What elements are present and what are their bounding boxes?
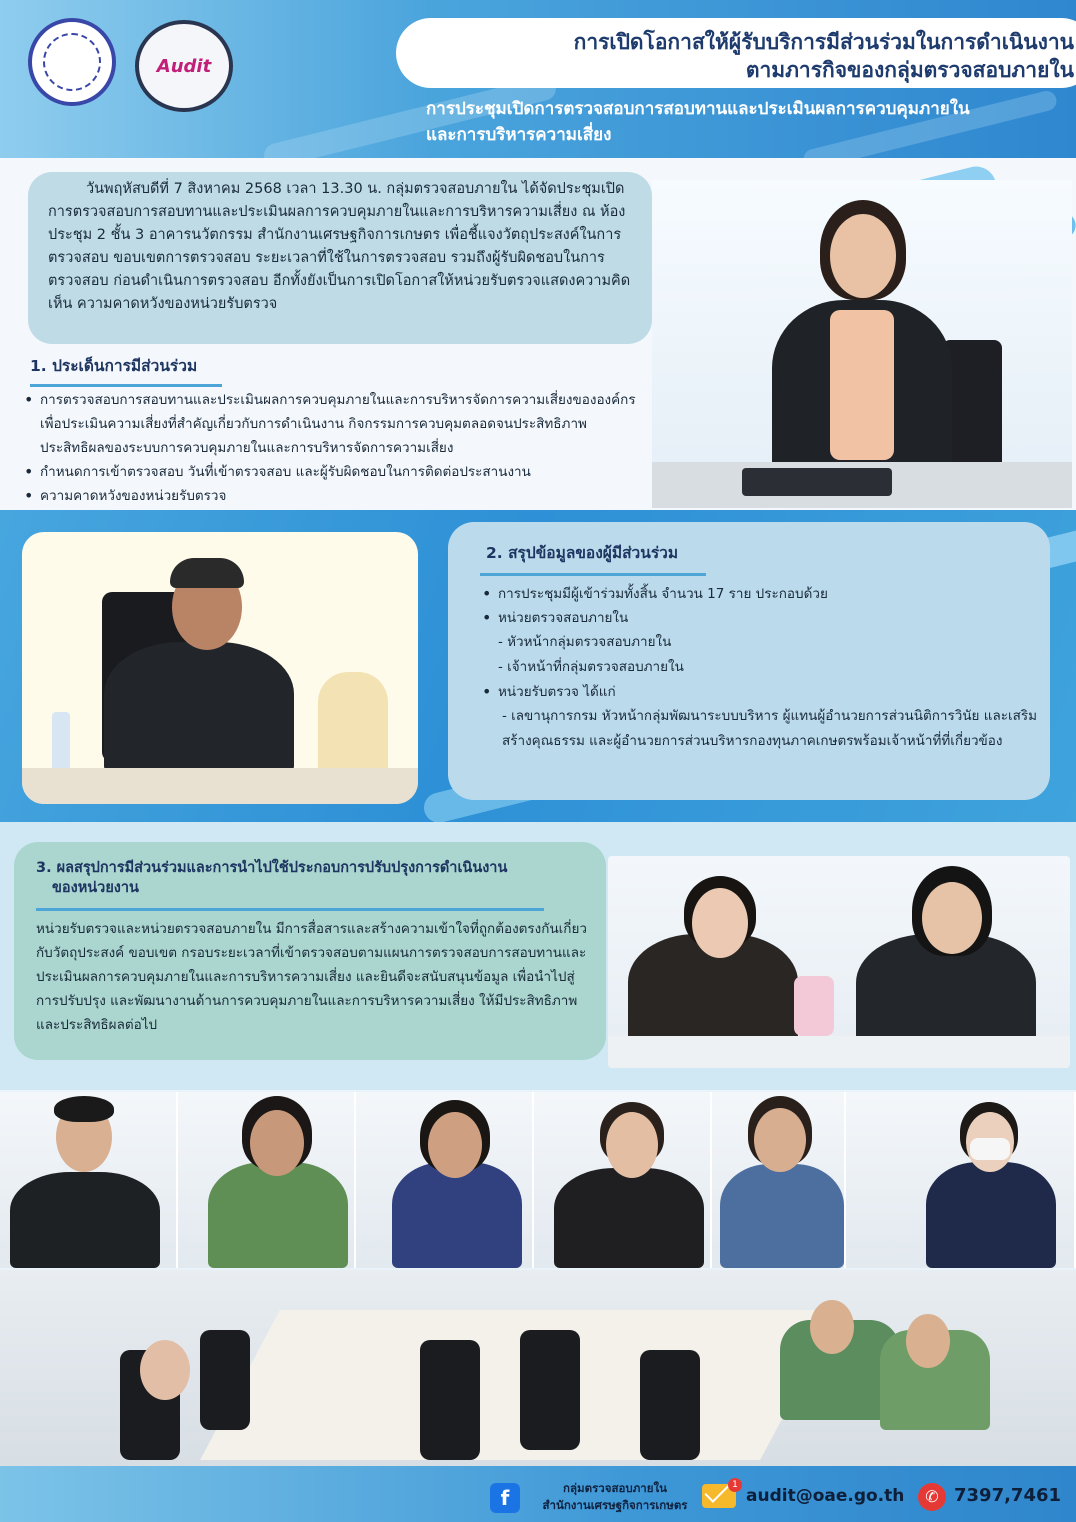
section1-header [30, 353, 226, 387]
subtitle-line-2: และการบริหารความเสี่ยง [426, 125, 612, 145]
list-item: • กำหนดการเข้าตรวจสอบ วันที่เข้าตรวจสอบ และผู้รับผิดชอบในการติดต่อประสานงาน [22, 460, 642, 484]
list-subitem: - เลขานุการกรม หัวหน้ากลุ่มพัฒนาระบบบริหาร ผู้แทนผู้อำนวยการส่วนนิติการวินัย และเสริมสร้างคุณธรรม และผู้อำนวยการส่วนบริหารกองทุนภาคเกษตรพร้อมเจ้าหน้าที่ที่เกี่ยวข้อง [502, 708, 1037, 749]
intro-text: วันพฤหัสบดีที่ 7 สิงหาคม 2568 เวลา 13.30 น. กลุ่มตรวจสอบภายใน ได้จัดประชุมเปิดการตรวจสอบการสอบทานและประเมินผลการควบคุมภายในและการบริหารความเสี่ยง ณ ห้องประชุม 2 ชั้น 3 อาคารนวัตกรรม สำนักงานเศรษฐกิจการเกษตร เพื่อชี้แจงวัตถุประสงค์ในการตรวจสอบ ขอบเขตการตรวจสอบ ระยะเวลาที่ใช้ในการตรวจสอบ รวมถึงผู้รับผิดชอบในการตรวจสอบ ก่อนดำเนินการตรวจสอบ อีกทั้งยังเป็นการเปิดโอกาสให้หน่วยรับตรวจแสดงความคิดเห็น ความคาดหวังของหน่วยรับตรวจ [48, 181, 631, 312]
section3-text: หน่วยรับตรวจและหน่วยตรวจสอบภายใน มีการสื่อสารและสร้างความเข้าใจที่ถูกต้องตรงกันเกี่ยวกับวัตถุประสงค์ ขอบเขต กรอบระยะเวลาที่เข้าตรวจสอบตามแผนการตรวจสอบการสอบทานและประเมินผลการควบคุมภายในและการบริหารความเสี่ยง และยินดีจะสนับสนุนข้อมูล เพื่อนำไปสู่การปรับปรุง และพัฒนางานด้านการควบคุมภายในและการบริหารความเสี่ยง ให้มีประสิทธิภาพ และประสิทธิผลต่อไป [36, 921, 587, 1033]
section3-box [14, 842, 606, 1060]
subtitle-line-1: การประชุมเปิดการตรวจสอบการสอบทานและประเมินผลการควบคุมภายใน [426, 99, 970, 119]
footer-email[interactable]: audit@oae.go.th [746, 1486, 905, 1506]
photo-speaker-man [22, 532, 418, 804]
list-item: • หน่วยตรวจสอบภายใน [480, 606, 1040, 630]
gallery-photo [356, 1092, 534, 1268]
section2-underline [480, 573, 706, 576]
gallery-photo [712, 1092, 846, 1268]
section2-title: 2. สรุปข้อมูลของผู้มีส่วนร่วม [486, 544, 679, 562]
facebook-icon[interactable]: f [490, 1483, 520, 1513]
oae-seal-logo [28, 18, 116, 106]
section2-list-2 [480, 680, 1040, 704]
section1-title: 1. ประเด็นการมีส่วนร่วม [30, 357, 198, 375]
footer-department [530, 1480, 700, 1514]
page-title [396, 18, 1076, 88]
list-item: • ความคาดหวังของหน่วยรับตรวจ [22, 484, 642, 508]
page-subtitle [426, 96, 1066, 148]
list-item: • การประชุมมีผู้เข้าร่วมทั้งสิ้น จำนวน 17 ราย ประกอบด้วย [480, 582, 1040, 606]
section1-underline [30, 384, 222, 387]
list-subitem: - เจ้าหน้าที่กลุ่มตรวจสอบภายใน [498, 659, 684, 675]
list-item: • หน่วยรับตรวจ ได้แก่ [480, 680, 1040, 704]
photo-gallery [0, 1092, 1076, 1268]
photo-meeting-room [0, 1270, 1076, 1466]
notification-badge: 1 [728, 1478, 742, 1492]
title-line-1: การเปิดโอกาสให้ผู้รับบริการมีส่วนร่วมในการดำเนินงาน [573, 30, 1074, 54]
photo-two-participants [608, 856, 1070, 1068]
section1-list [22, 388, 642, 508]
section3-underline [36, 908, 544, 911]
phone-icon[interactable]: ✆ [918, 1483, 946, 1511]
section2-list [480, 582, 1040, 630]
footer-phone[interactable]: 7397,7461 [954, 1485, 1062, 1506]
section3-title-2: ของหน่วยงาน [52, 880, 139, 896]
photo-speaker-woman [652, 180, 1072, 508]
gallery-photo [846, 1092, 1076, 1268]
internal-audit-logo: Audit [135, 20, 233, 112]
summary-box [448, 522, 1050, 800]
gallery-photo [178, 1092, 356, 1268]
section3-title-1: 3. ผลสรุปการมีส่วนร่วมและการนำไปใช้ประกอบการปรับปรุงการดำเนินงาน [36, 860, 508, 876]
title-line-2: ตามภารกิจของกลุ่มตรวจสอบภายใน [745, 58, 1074, 82]
list-subitem: - หัวหน้ากลุ่มตรวจสอบภายใน [498, 634, 672, 650]
gallery-photo [534, 1092, 712, 1268]
list-item: • การตรวจสอบการสอบทานและประเมินผลการควบคุมภายในและการบริหารจัดการความเสี่ยงขององค์กร เพื่อประเมินความเสี่ยงที่สำคัญเกี่ยวกับการดำเนินงาน กิจกรรมการควบคุมตลอดจนประสิทธิภาพ ประสิทธิผลของระบบการควบคุมภายในและการบริหารจัดการความเสี่ยง [22, 388, 642, 460]
gallery-photo [0, 1092, 178, 1268]
dept-line-2: สำนักงานเศรษฐกิจการเกษตร [542, 1498, 688, 1512]
dept-line-1: กลุ่มตรวจสอบภายใน [563, 1481, 667, 1495]
intro-box [28, 172, 652, 344]
